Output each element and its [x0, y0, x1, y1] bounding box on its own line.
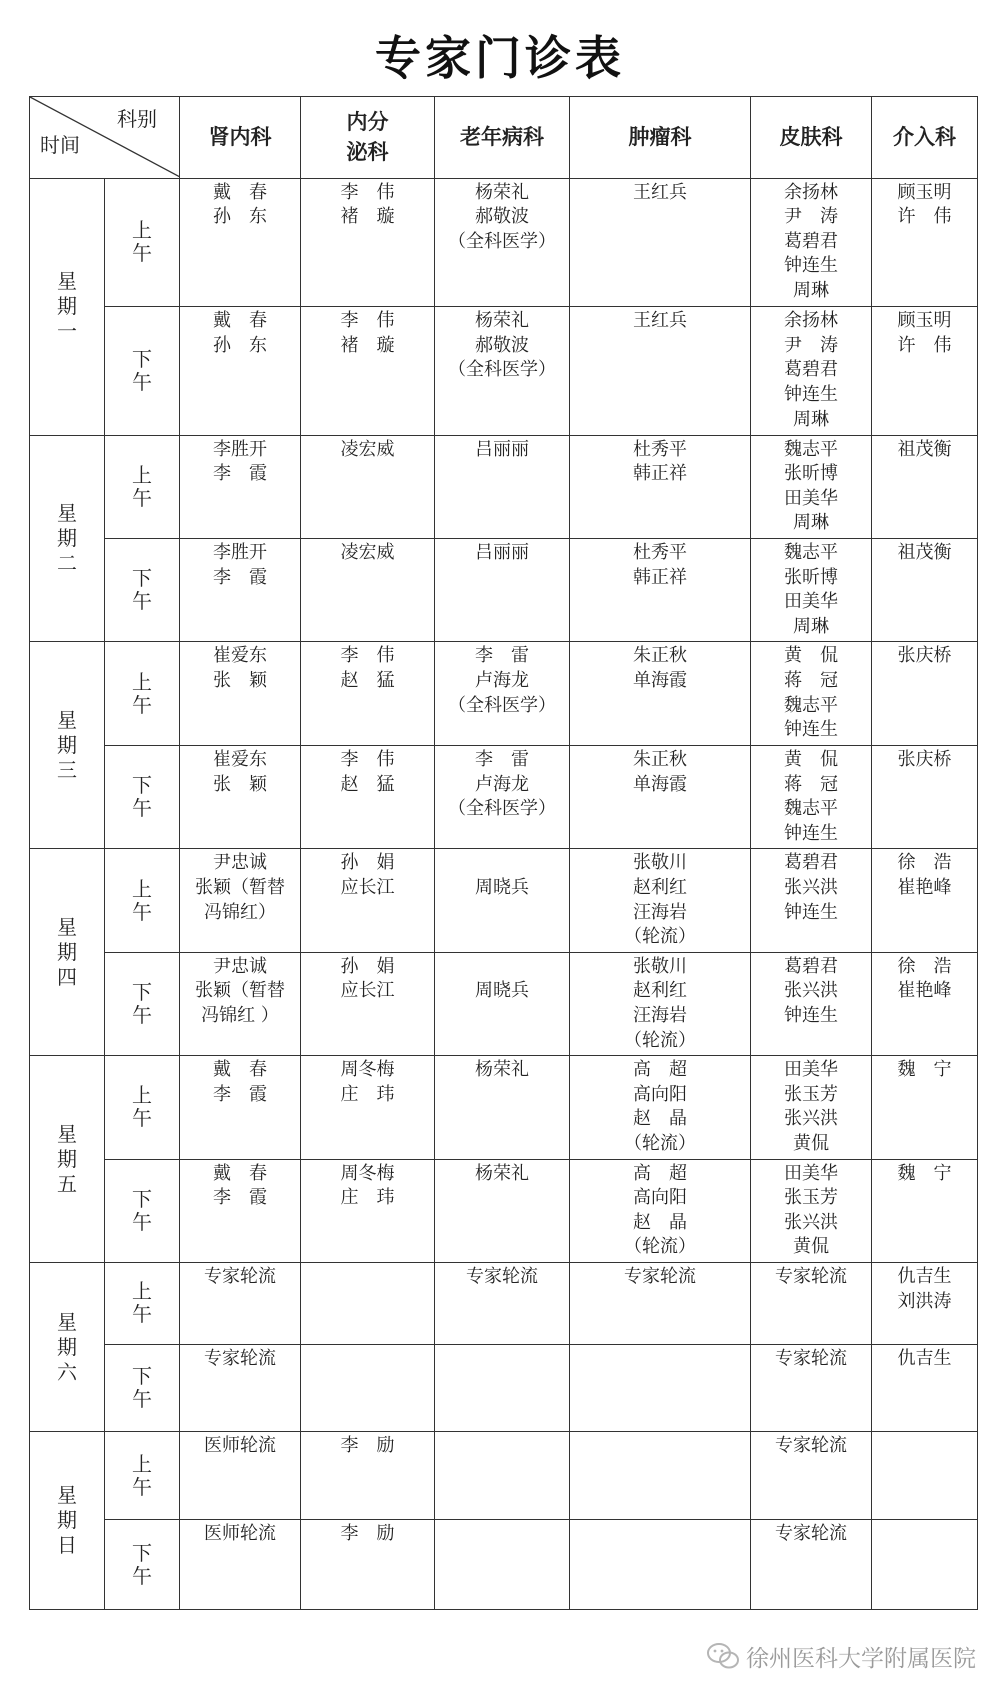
doctor-name: 仇吉生: [897, 1266, 952, 1288]
doctor-name: 吕丽丽: [475, 438, 529, 460]
doctor-name: 专家轮流: [204, 1347, 276, 1369]
doctor-name: 专家轮流: [204, 1266, 276, 1288]
doctor-name: 褚 璇: [340, 206, 395, 228]
doctor-name: 张兴洪: [784, 1108, 838, 1130]
doctor-name: 葛碧君: [784, 852, 838, 874]
doctor-name: 李胜开: [213, 542, 267, 564]
doctor-name: （全科医学）: [448, 694, 556, 716]
doctor-name: 张兴洪: [784, 1211, 838, 1233]
doctor-name: 钟连生: [784, 822, 838, 844]
doctor-cell-endocrinology: [301, 1056, 435, 1159]
doctor-name: 汪海岩: [633, 1004, 687, 1026]
doctor-name: 杜秀平: [633, 542, 687, 564]
doctor-name: 赵 猛: [340, 670, 395, 692]
doctor-name: 专家轮流: [775, 1347, 847, 1369]
doctor-name: 单海霞: [633, 773, 687, 795]
doctor-name: 李 伟: [340, 645, 395, 667]
doctor-name: 黄侃: [793, 1132, 829, 1154]
doctor-name: 魏志平: [784, 694, 838, 716]
doctor-cell-interventional: [872, 1432, 978, 1520]
doctor-name: （轮流）: [624, 1236, 696, 1258]
doctor-name: 尹 涛: [784, 206, 838, 228]
doctor-cell-nephrology: [180, 952, 301, 1055]
half-day-label: 上 午: [105, 642, 180, 745]
doctor-name: 田美华: [784, 487, 838, 509]
doctor-name: 钟连生: [784, 383, 838, 405]
doctor-cell-nephrology: [180, 1159, 301, 1262]
doctor-name: 周冬梅: [340, 1162, 395, 1184]
schedule-row-thursday-am: [30, 849, 978, 952]
doctor-cell-interventional: [872, 642, 978, 745]
doctor-cell-interventional: [872, 435, 978, 538]
doctor-name: 葛碧君: [784, 230, 838, 252]
doctor-name: 张敬川: [633, 955, 687, 977]
doctor-cell-geriatrics: [435, 1344, 570, 1432]
doctor-cell-dermatology: [751, 1520, 872, 1610]
doctor-name: 赵 晶: [633, 1108, 687, 1130]
doctor-name: 魏志平: [784, 438, 838, 460]
doctor-name: 卢海龙: [475, 670, 529, 692]
doctor-name: 郝敬波: [475, 206, 529, 228]
doctor-cell-geriatrics: [435, 849, 570, 952]
doctor-cell-endocrinology: [301, 307, 435, 436]
doctor-cell-geriatrics: [435, 642, 570, 745]
doctor-cell-interventional: [872, 1056, 978, 1159]
doctor-name: 余扬林: [784, 181, 838, 203]
doctor-cell-interventional: [872, 745, 978, 848]
doctor-name: 葛碧君: [784, 955, 838, 977]
dept-axis-label: 科别: [117, 107, 157, 131]
clinic-schedule-table: [29, 96, 978, 1610]
schedule-row-saturday-pm: [30, 1344, 978, 1432]
doctor-name: [435, 851, 569, 876]
doctor-cell-nephrology: [180, 178, 301, 307]
day-label-saturday: 星 期 六: [30, 1263, 105, 1432]
half-day-label: 下 午: [105, 952, 180, 1055]
doctor-cell-nephrology: [180, 1263, 301, 1345]
doctor-name: （轮流）: [624, 1029, 696, 1051]
doctor-cell-geriatrics: [435, 307, 570, 436]
doctor-name: 张颖（暂替: [195, 980, 285, 1002]
doctor-name: 吕丽丽: [475, 542, 529, 564]
doctor-cell-nephrology: [180, 435, 301, 538]
doctor-name: 赵 猛: [340, 773, 395, 795]
doctor-name: 崔艳峰: [897, 980, 952, 1002]
doctor-cell-endocrinology: [301, 642, 435, 745]
doctor-cell-nephrology: [180, 745, 301, 848]
watermark: [706, 1638, 976, 1674]
doctor-name: 高向阳: [633, 1187, 687, 1209]
doctor-name: 孙 娟: [340, 955, 395, 977]
day-label-tuesday: 星 期 二: [30, 435, 105, 642]
doctor-name: 戴 春: [213, 181, 267, 203]
doctor-cell-oncology: [570, 539, 751, 642]
doctor-name: 应长江: [340, 876, 395, 898]
schedule-row-sunday-am: [30, 1432, 978, 1520]
half-day-label: 上 午: [105, 849, 180, 952]
doctor-cell-dermatology: [751, 178, 872, 307]
doctor-name: 蒋 冠: [784, 670, 838, 692]
schedule-row-saturday-am: [30, 1263, 978, 1345]
doctor-name: 医师轮流: [204, 1435, 276, 1457]
half-day-label: 下 午: [105, 1159, 180, 1262]
doctor-name: 张玉芳: [784, 1083, 838, 1105]
doctor-cell-oncology: [570, 435, 751, 538]
doctor-name: （全科医学）: [448, 359, 556, 381]
doctor-name: 许 伟: [897, 206, 952, 228]
doctor-name: 孙 娟: [340, 852, 395, 874]
doctor-name: 张庆桥: [897, 748, 952, 770]
doctor-name: 杨荣礼: [475, 1162, 529, 1184]
half-day-label: 上 午: [105, 178, 180, 307]
half-day-label: 下 午: [105, 307, 180, 436]
doctor-name: 李 霞: [213, 1083, 267, 1105]
doctor-name: 顾玉明: [897, 310, 952, 332]
wechat-icon: [706, 1642, 740, 1670]
doctor-name: 孙 东: [213, 334, 267, 356]
doctor-name: 张 颖: [213, 773, 267, 795]
doctor-name: 祖茂衡: [897, 542, 952, 564]
doctor-name: 张兴洪: [784, 876, 838, 898]
doctor-name: 黄 侃: [784, 748, 838, 770]
doctor-name: 杨荣礼: [475, 310, 529, 332]
doctor-name: 周琳: [793, 512, 829, 534]
doctor-name: 张玉芳: [784, 1187, 838, 1209]
doctor-cell-dermatology: [751, 539, 872, 642]
doctor-name: 孙 东: [213, 206, 267, 228]
doctor-name: 杨荣礼: [475, 1059, 529, 1081]
dept-header-nephrology: 肾内科: [180, 97, 301, 179]
doctor-name: 赵 晶: [633, 1211, 687, 1233]
doctor-cell-nephrology: [180, 1520, 301, 1610]
schedule-row-monday-pm: [30, 307, 978, 436]
doctor-name: 张昕博: [784, 463, 838, 485]
doctor-name: 李 霞: [213, 463, 267, 485]
doctor-name: 李 励: [340, 1435, 395, 1457]
doctor-name: 魏 宁: [897, 1059, 952, 1081]
doctor-name: 蒋 冠: [784, 773, 838, 795]
doctor-name: 魏志平: [784, 798, 838, 820]
doctor-name: 李 励: [340, 1523, 395, 1545]
doctor-name: 王红兵: [633, 310, 687, 332]
doctor-name: 尹忠诚: [213, 955, 267, 977]
doctor-name: 戴 春: [213, 1162, 267, 1184]
doctor-cell-dermatology: [751, 745, 872, 848]
doctor-name: 朱正秋: [633, 645, 687, 667]
doctor-name: 钟连生: [784, 901, 838, 923]
doctor-cell-endocrinology: [301, 539, 435, 642]
doctor-cell-oncology: [570, 1159, 751, 1262]
doctor-name: 张庆桥: [897, 645, 952, 667]
doctor-name: 徐 浩: [897, 852, 952, 874]
doctor-name: 李 霞: [213, 1187, 267, 1209]
doctor-name: 张颖（暂替: [195, 876, 285, 898]
doctor-name: 黄 侃: [784, 645, 838, 667]
doctor-cell-geriatrics: [435, 1520, 570, 1610]
doctor-name: 杨荣礼: [475, 181, 529, 203]
dept-header-endocrinology: 内分 泌科: [301, 97, 435, 179]
doctor-name: 葛碧君: [784, 359, 838, 381]
doctor-cell-endocrinology: [301, 1520, 435, 1610]
doctor-cell-nephrology: [180, 539, 301, 642]
doctor-name: 周琳: [793, 279, 829, 301]
schedule-row-friday-am: [30, 1056, 978, 1159]
doctor-cell-interventional: [872, 539, 978, 642]
doctor-name: 钟连生: [784, 255, 838, 277]
doctor-name: 戴 春: [213, 1059, 267, 1081]
doctor-cell-oncology: [570, 1056, 751, 1159]
half-day-label: 下 午: [105, 1344, 180, 1432]
schedule-row-wednesday-pm: [30, 745, 978, 848]
doctor-cell-interventional: [872, 849, 978, 952]
doctor-cell-endocrinology: [301, 952, 435, 1055]
doctor-name: 田美华: [784, 591, 838, 613]
doctor-cell-oncology: [570, 1344, 751, 1432]
dept-header-oncology: 肿瘤科: [570, 97, 751, 179]
doctor-name: 张兴洪: [784, 980, 838, 1002]
doctor-name: 庄 玮: [340, 1187, 395, 1209]
doctor-cell-interventional: [872, 1263, 978, 1345]
doctor-cell-oncology: [570, 1263, 751, 1345]
doctor-name: 刘洪涛: [897, 1290, 952, 1312]
doctor-name: 祖茂衡: [897, 438, 952, 460]
doctor-name: 张敬川: [633, 852, 687, 874]
doctor-name: 卢海龙: [475, 773, 529, 795]
doctor-cell-endocrinology: [301, 178, 435, 307]
doctor-name: 仇吉生: [897, 1347, 952, 1369]
doctor-cell-dermatology: [751, 435, 872, 538]
doctor-cell-oncology: [570, 642, 751, 745]
doctor-cell-nephrology: [180, 849, 301, 952]
doctor-name: 田美华: [784, 1162, 838, 1184]
watermark-text: 徐州医科大学附属医院: [746, 1645, 976, 1672]
schedule-row-sunday-pm: [30, 1520, 978, 1610]
doctor-name: 杜秀平: [633, 438, 687, 460]
doctor-name: 许 伟: [897, 334, 952, 356]
doctor-name: 王红兵: [633, 181, 687, 203]
doctor-name: （全科医学）: [448, 798, 556, 820]
doctor-name: 专家轮流: [775, 1523, 847, 1545]
schedule-row-wednesday-am: [30, 642, 978, 745]
doctor-name: 顾玉明: [897, 181, 952, 203]
doctor-name: 周冬梅: [340, 1059, 395, 1081]
doctor-name: 韩正祥: [633, 566, 687, 588]
corner-header-cell: [30, 97, 180, 179]
doctor-name: 尹忠诚: [213, 852, 267, 874]
doctor-name: 余扬林: [784, 310, 838, 332]
doctor-cell-nephrology: [180, 642, 301, 745]
half-day-label: 下 午: [105, 745, 180, 848]
doctor-cell-geriatrics: [435, 178, 570, 307]
doctor-cell-oncology: [570, 1432, 751, 1520]
doctor-name: （全科医学）: [448, 230, 556, 252]
doctor-cell-oncology: [570, 849, 751, 952]
doctor-cell-oncology: [570, 178, 751, 307]
doctor-name: 凌宏威: [340, 438, 395, 460]
dept-header-dermatology: 皮肤科: [751, 97, 872, 179]
doctor-cell-dermatology: [751, 1263, 872, 1345]
schedule-row-tuesday-am: [30, 435, 978, 538]
doctor-name: 钟连生: [784, 1004, 838, 1026]
schedule-row-thursday-pm: [30, 952, 978, 1055]
doctor-name: 周晓兵: [475, 876, 529, 898]
doctor-name: 朱正秋: [633, 748, 687, 770]
doctor-name: （轮流）: [624, 1132, 696, 1154]
doctor-cell-interventional: [872, 1520, 978, 1610]
doctor-cell-endocrinology: [301, 849, 435, 952]
doctor-name: 赵利红: [633, 980, 687, 1002]
half-day-label: 下 午: [105, 539, 180, 642]
doctor-name: 张昕博: [784, 566, 838, 588]
doctor-cell-nephrology: [180, 1432, 301, 1520]
doctor-name: 应长江: [340, 980, 395, 1002]
doctor-name: 崔艳峰: [897, 876, 952, 898]
doctor-cell-geriatrics: [435, 435, 570, 538]
doctor-name: 庄 玮: [340, 1083, 395, 1105]
doctor-cell-nephrology: [180, 307, 301, 436]
doctor-cell-dermatology: [751, 952, 872, 1055]
doctor-cell-dermatology: [751, 1432, 872, 1520]
day-label-thursday: 星 期 四: [30, 849, 105, 1056]
doctor-name: 周琳: [793, 408, 829, 430]
doctor-cell-geriatrics: [435, 1159, 570, 1262]
doctor-name: 专家轮流: [624, 1266, 696, 1288]
doctor-name: 魏志平: [784, 542, 838, 564]
doctor-name: [435, 955, 569, 980]
doctor-cell-interventional: [872, 1159, 978, 1262]
doctor-name: 专家轮流: [775, 1435, 847, 1457]
doctor-name: 黄侃: [793, 1236, 829, 1258]
doctor-name: 崔爱东: [213, 645, 267, 667]
day-label-sunday: 星 期 日: [30, 1432, 105, 1610]
half-day-label: 上 午: [105, 1432, 180, 1520]
doctor-cell-interventional: [872, 952, 978, 1055]
dept-header-geriatrics: 老年病科: [435, 97, 570, 179]
doctor-cell-dermatology: [751, 1056, 872, 1159]
doctor-name: 褚 璇: [340, 334, 395, 356]
doctor-cell-nephrology: [180, 1056, 301, 1159]
half-day-label: 下 午: [105, 1520, 180, 1610]
doctor-cell-interventional: [872, 307, 978, 436]
doctor-cell-oncology: [570, 952, 751, 1055]
doctor-name: 魏 宁: [897, 1162, 952, 1184]
doctor-cell-endocrinology: [301, 745, 435, 848]
doctor-name: 高 超: [633, 1059, 687, 1081]
doctor-name: 张 颖: [213, 670, 267, 692]
doctor-name: 尹 涛: [784, 334, 838, 356]
doctor-name: 李 伟: [340, 310, 395, 332]
doctor-name: 赵利红: [633, 876, 687, 898]
doctor-cell-endocrinology: [301, 1159, 435, 1262]
doctor-cell-geriatrics: [435, 745, 570, 848]
doctor-cell-geriatrics: [435, 539, 570, 642]
doctor-name: 戴 春: [213, 310, 267, 332]
schedule-row-friday-pm: [30, 1159, 978, 1262]
page-title: 专家门诊表: [375, 31, 625, 85]
doctor-name: 李胜开: [213, 438, 267, 460]
day-label-monday: 星 期 一: [30, 178, 105, 435]
day-label-wednesday: 星 期 三: [30, 642, 105, 849]
doctor-cell-geriatrics: [435, 1263, 570, 1345]
doctor-name: 汪海岩: [633, 901, 687, 923]
header-row: [30, 97, 978, 179]
doctor-name: 医师轮流: [204, 1523, 276, 1545]
doctor-name: 郝敬波: [475, 334, 529, 356]
doctor-name: 李 伟: [340, 181, 395, 203]
doctor-name: 周琳: [793, 615, 829, 637]
doctor-cell-endocrinology: [301, 1344, 435, 1432]
doctor-name: （轮流）: [624, 926, 696, 948]
doctor-cell-geriatrics: [435, 1056, 570, 1159]
doctor-cell-dermatology: [751, 1344, 872, 1432]
doctor-name: 周晓兵: [475, 980, 529, 1002]
doctor-name: 高 超: [633, 1162, 687, 1184]
doctor-cell-dermatology: [751, 642, 872, 745]
doctor-name: 专家轮流: [466, 1266, 538, 1288]
half-day-label: 上 午: [105, 1056, 180, 1159]
doctor-name: 李 霞: [213, 566, 267, 588]
half-day-label: 上 午: [105, 1263, 180, 1345]
doctor-cell-dermatology: [751, 849, 872, 952]
doctor-cell-geriatrics: [435, 1432, 570, 1520]
doctor-name: 李 雷: [475, 748, 529, 770]
doctor-cell-endocrinology: [301, 435, 435, 538]
schedule-row-tuesday-pm: [30, 539, 978, 642]
dept-header-interventional: 介入科: [872, 97, 978, 179]
doctor-name: 田美华: [784, 1059, 838, 1081]
doctor-name: 凌宏威: [340, 542, 395, 564]
doctor-name: 钟连生: [784, 719, 838, 741]
doctor-name: 冯锦红）: [204, 901, 276, 923]
doctor-cell-interventional: [872, 1344, 978, 1432]
doctor-cell-dermatology: [751, 1159, 872, 1262]
half-day-label: 上 午: [105, 435, 180, 538]
doctor-cell-interventional: [872, 178, 978, 307]
doctor-cell-oncology: [570, 745, 751, 848]
doctor-cell-geriatrics: [435, 952, 570, 1055]
doctor-name: 高向阳: [633, 1083, 687, 1105]
doctor-name: 冯锦红 ）: [201, 1004, 279, 1026]
doctor-name: 徐 浩: [897, 955, 952, 977]
doctor-name: 李 伟: [340, 748, 395, 770]
doctor-name: 专家轮流: [775, 1266, 847, 1288]
doctor-cell-oncology: [570, 307, 751, 436]
doctor-name: 韩正祥: [633, 463, 687, 485]
doctor-cell-dermatology: [751, 307, 872, 436]
doctor-cell-nephrology: [180, 1344, 301, 1432]
schedule-row-monday-am: [30, 178, 978, 307]
doctor-cell-endocrinology: [301, 1432, 435, 1520]
doctor-cell-endocrinology: [301, 1263, 435, 1345]
doctor-name: 崔爱东: [213, 748, 267, 770]
doctor-name: 李 雷: [475, 645, 529, 667]
doctor-name: 单海霞: [633, 670, 687, 692]
day-label-friday: 星 期 五: [30, 1056, 105, 1263]
doctor-cell-oncology: [570, 1520, 751, 1610]
time-axis-label: 时间: [40, 133, 80, 157]
